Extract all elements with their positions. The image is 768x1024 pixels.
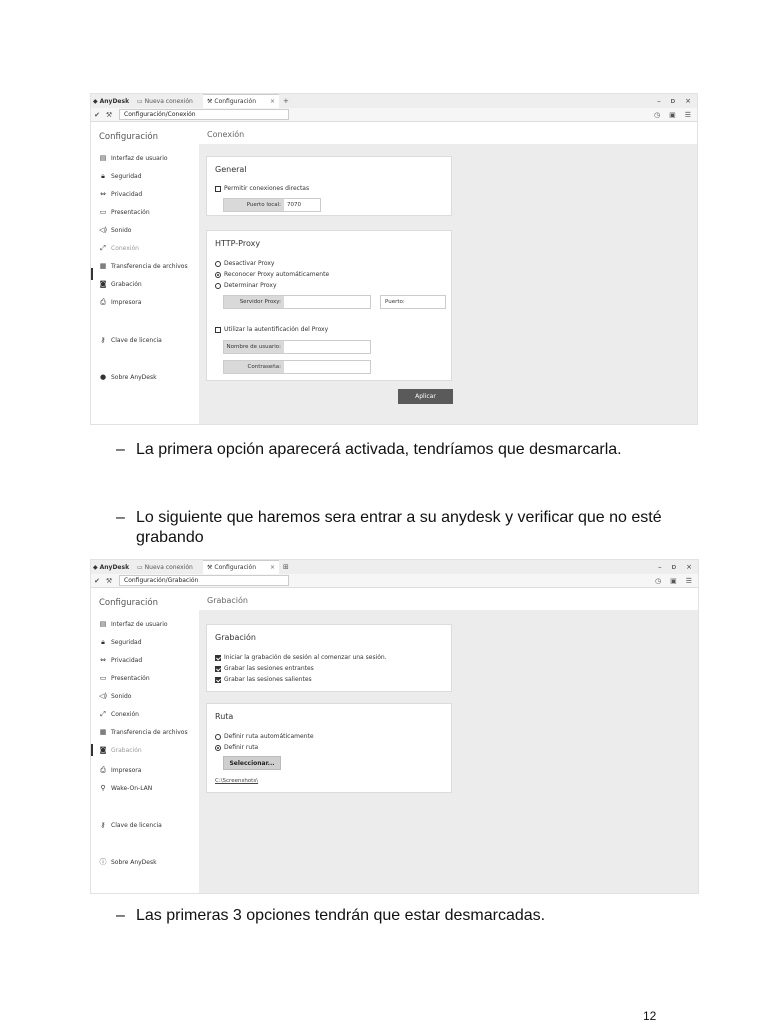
sidebar-item-label: Sobre AnyDesk [111, 373, 157, 381]
select-folder-button[interactable]: Seleccionar... [223, 756, 281, 770]
close-tab-icon[interactable]: × [269, 564, 275, 571]
sidebar-item-security[interactable] [99, 172, 142, 181]
proxy-username-field[interactable] [223, 340, 371, 354]
speaker-icon: ◁) [99, 692, 108, 700]
monitor-icon: ▭ [137, 563, 143, 571]
tab-settings[interactable] [203, 560, 279, 574]
info-icon: ⓘ [99, 858, 107, 866]
bullet-dash: – [116, 509, 125, 526]
sidebar-item-printer[interactable] [99, 766, 141, 775]
sidebar-item-privacy[interactable] [99, 190, 142, 198]
wrench-icon: ⚒ [105, 576, 113, 585]
sidebar-item-label: Sonido [111, 692, 132, 700]
proxy-password-field[interactable] [223, 360, 371, 374]
record-outgoing-checkbox[interactable] [215, 677, 221, 683]
anydesk-logo-icon: ◆ [93, 563, 98, 571]
sidebar-item-license[interactable] [99, 821, 162, 829]
sidebar-item-label: Grabación [111, 746, 142, 754]
privacy-icon: ⇔ [100, 656, 106, 664]
settings-sidebar [91, 588, 199, 893]
settings-main [199, 122, 697, 424]
sidebar-item-connection[interactable] [99, 710, 139, 719]
sidebar-item-label: Transferencia de archivos [111, 262, 188, 270]
route-option-manual[interactable] [215, 744, 258, 751]
anydesk-connection-screenshot [90, 93, 698, 425]
address-bar [91, 574, 698, 588]
sidebar-item-label: Wake-On-LAN [111, 784, 153, 792]
anydesk-recording-screenshot [90, 559, 699, 894]
radio-button[interactable] [215, 272, 221, 278]
key-icon: ⚷ [100, 821, 106, 829]
card-title: Grabación [215, 633, 256, 642]
radio-label: Determinar Proxy [224, 282, 277, 289]
sidebar-item-privacy[interactable] [99, 656, 142, 664]
proxy-server-field[interactable] [223, 295, 371, 309]
speaker-icon: ◁) [99, 226, 108, 234]
route-card [206, 703, 452, 793]
bullet-2 [116, 508, 676, 548]
http-proxy-card [206, 230, 452, 381]
anydesk-brand [91, 98, 133, 105]
radio-button[interactable] [215, 283, 221, 289]
lock-icon: 🔒︎ [101, 172, 105, 180]
radio-label: Definir ruta [224, 744, 259, 751]
sidebar-item-sound[interactable] [99, 226, 131, 234]
close-tab-icon[interactable]: × [269, 98, 275, 105]
record-incoming-checkbox[interactable] [215, 666, 221, 672]
sidebar-item-printer[interactable] [99, 298, 141, 307]
record-icon: ◙ [99, 746, 107, 754]
display-icon: ▭ [99, 208, 107, 216]
minimize-icon[interactable]: – [658, 563, 662, 571]
sidebar-item-recording[interactable] [99, 280, 142, 288]
proxy-option-auto[interactable] [215, 271, 329, 278]
recording-card [206, 624, 452, 692]
sidebar-item-label: Presentación [111, 208, 150, 216]
sidebar-item-display[interactable] [99, 674, 150, 682]
proxy-auth-checkbox[interactable] [215, 327, 221, 333]
record-outgoing-row[interactable] [215, 676, 312, 683]
settings-main [199, 588, 698, 893]
file-icon: ▦ [99, 728, 107, 736]
checkbox-label: Grabar las sesiones entrantes [224, 665, 314, 672]
apply-button[interactable]: Aplicar [398, 389, 453, 404]
sidebar-title: Configuración [99, 132, 158, 142]
sidebar-item-file-transfer[interactable] [99, 262, 188, 270]
sidebar-item-wake-on-lan[interactable] [99, 784, 152, 792]
recording-path-link[interactable]: C:\Screenshots\ [215, 778, 259, 784]
brand-label: AnyDesk [99, 97, 130, 105]
sidebar-item-label: Conexión [111, 711, 139, 718]
sidebar-item-label: Sonido [111, 226, 132, 234]
proxy-option-manual[interactable] [215, 282, 277, 289]
sidebar-title: Configuración [99, 598, 158, 608]
page-number: 12 [643, 1009, 657, 1023]
page-title: Grabación [199, 588, 698, 610]
record-incoming-row[interactable] [215, 665, 314, 672]
hamburger-menu-icon[interactable]: ☰ [684, 110, 691, 119]
field-value: 7070 [287, 202, 301, 208]
printer-icon: ⎙ [100, 766, 106, 774]
connection-icon: ⤢ [100, 710, 106, 718]
sidebar-item-label: Interfaz de usuario [111, 620, 168, 628]
anydesk-brand [91, 564, 133, 571]
record-icon: ◙ [99, 280, 107, 288]
proxy-port-field[interactable] [380, 295, 446, 309]
tab-new-connection[interactable] [133, 560, 203, 574]
proxy-option-disable[interactable] [215, 260, 274, 267]
maximize-icon[interactable]: ɒ [670, 97, 676, 105]
checkbox-label: Permitir conexiones directas [224, 185, 310, 192]
sidebar-item-about[interactable] [99, 857, 157, 867]
printer-icon: ⎙ [100, 298, 106, 306]
sidebar-item-label: Grabación [111, 280, 142, 288]
radio-button[interactable] [215, 745, 221, 751]
ui-icon: ▤ [99, 154, 107, 162]
anydesk-logo-icon: ◆ [93, 97, 98, 105]
radio-button[interactable] [215, 734, 221, 740]
sidebar-item-security[interactable] [99, 638, 142, 647]
record-on-start-row[interactable] [215, 654, 387, 661]
checkbox-label: Utilizar la autentificación del Proxy [224, 326, 329, 333]
bullet-1 [116, 440, 676, 460]
history-icon[interactable]: ◷ [653, 110, 661, 119]
record-on-start-checkbox[interactable] [215, 655, 221, 661]
tab-label: Configuración [214, 564, 257, 571]
file-icon: ▦ [99, 262, 107, 270]
field-label: Puerto: [381, 296, 411, 308]
sidebar-item-about[interactable] [99, 373, 157, 381]
sidebar-item-label: Clave de licencia [111, 336, 162, 344]
address-input[interactable]: Configuración/Conexión [119, 109, 289, 120]
add-tab-icon[interactable]: ⊞ [283, 563, 289, 571]
address-input[interactable]: Configuración/Grabación [119, 575, 289, 586]
bullet-text: La primera opción aparecerá activada, tendríamos que desmarcarla. [136, 441, 622, 458]
sidebar-item-label: Privacidad [111, 190, 143, 198]
card-title: HTTP-Proxy [215, 239, 261, 248]
sidebar-item-license[interactable] [99, 336, 162, 344]
download-icon[interactable]: ▣ [670, 576, 677, 585]
card-title: General [215, 165, 247, 174]
sidebar-item-ui[interactable] [99, 154, 168, 162]
sidebar-item-display[interactable] [99, 208, 150, 216]
toolbar-right [655, 577, 698, 585]
wrench-icon: ⚒ [207, 98, 213, 105]
info-icon: ● [99, 373, 107, 381]
active-marker [91, 268, 93, 280]
minimize-icon[interactable]: – [657, 97, 661, 105]
key-icon: ⚷ [100, 336, 106, 344]
field-label: Nombre de usuario: [224, 341, 284, 353]
address-bar [91, 108, 697, 122]
privacy-icon: ⇔ [100, 190, 106, 198]
bullet-text: Lo siguiente que haremos sera entrar a su anydesk y verificar que no esté grabando [136, 509, 662, 546]
hamburger-menu-icon[interactable]: ☰ [685, 576, 692, 585]
local-port-field[interactable] [223, 198, 321, 212]
sidebar-item-sound[interactable] [99, 692, 131, 700]
close-window-icon[interactable]: × [685, 97, 691, 105]
sidebar-item-label: Transferencia de archivos [111, 728, 188, 736]
tab-settings[interactable] [203, 94, 279, 108]
radio-label: Desactivar Proxy [224, 260, 275, 267]
general-card [206, 156, 452, 216]
sidebar-item-label: Conexión [111, 245, 139, 252]
radio-label: Reconocer Proxy automáticamente [224, 271, 330, 278]
bullet-text: Las primeras 3 opciones tendrán que estar desmarcadas. [136, 907, 546, 924]
ui-icon: ▤ [99, 620, 107, 628]
close-window-icon[interactable]: × [686, 563, 692, 571]
radio-label: Definir ruta automáticamente [224, 733, 314, 740]
sidebar-item-label: Impresora [111, 767, 142, 774]
bullet-dash: – [116, 907, 125, 924]
checkbox-label: Iniciar la grabación de sesión al comenzar una sesión. [224, 654, 387, 661]
monitor-icon: ▭ [137, 97, 143, 105]
page-title: Conexión [199, 122, 697, 144]
sidebar-item-label: Seguridad [111, 173, 142, 180]
tab-label: Nueva conexión [144, 97, 193, 105]
connection-icon: ⤢ [100, 244, 106, 252]
sidebar-item-recording[interactable] [99, 746, 142, 754]
wrench-icon: ⚒ [207, 564, 213, 571]
proxy-auth-row[interactable] [215, 326, 328, 333]
display-icon: ▭ [99, 674, 107, 682]
settings-sidebar [91, 122, 199, 424]
wrench-icon: ⚒ [105, 110, 113, 119]
sidebar-item-label: Interfaz de usuario [111, 154, 168, 162]
sidebar-item-label: Sobre AnyDesk [111, 858, 157, 866]
status-check-icon: ✔ [94, 110, 100, 119]
radio-button[interactable] [215, 261, 221, 267]
toolbar-right [654, 111, 697, 119]
route-option-auto[interactable] [215, 733, 314, 740]
title-bar [91, 94, 697, 108]
maximize-icon[interactable]: ɒ [671, 563, 677, 571]
checkbox-label: Grabar las sesiones salientes [224, 676, 312, 683]
status-check-icon: ✔ [94, 576, 100, 585]
field-label: Servidor Proxy: [224, 296, 284, 308]
card-title: Ruta [215, 712, 234, 721]
window-controls [657, 97, 697, 105]
download-icon[interactable]: ▣ [669, 110, 676, 119]
add-tab-icon[interactable]: + [283, 97, 289, 105]
sidebar-item-file-transfer[interactable] [99, 728, 188, 736]
field-label: Contraseña: [224, 361, 284, 373]
sidebar-item-label: Seguridad [111, 639, 142, 646]
title-bar [91, 560, 698, 574]
tab-label: Nueva conexión [144, 563, 193, 571]
sidebar-item-connection[interactable] [99, 244, 139, 253]
active-marker [91, 744, 93, 756]
wake-icon: ⚲ [100, 784, 106, 792]
bullet-dash: – [116, 441, 125, 458]
lock-icon: 🔒︎ [101, 638, 105, 646]
history-icon[interactable]: ◷ [654, 576, 662, 585]
tab-new-connection[interactable] [133, 94, 203, 108]
field-label: Puerto local: [224, 199, 284, 211]
window-controls [658, 563, 698, 571]
sidebar-item-label: Impresora [111, 299, 142, 306]
sidebar-item-label: Clave de licencia [111, 821, 162, 829]
tab-label: Configuración [214, 98, 257, 105]
sidebar-item-label: Privacidad [111, 656, 143, 664]
brand-label: AnyDesk [99, 563, 130, 571]
bullet-3 [116, 906, 676, 926]
sidebar-item-ui[interactable] [99, 620, 168, 628]
sidebar-item-label: Presentación [111, 674, 150, 682]
direct-connections-row[interactable] [215, 185, 309, 192]
direct-connections-checkbox[interactable] [215, 186, 221, 192]
